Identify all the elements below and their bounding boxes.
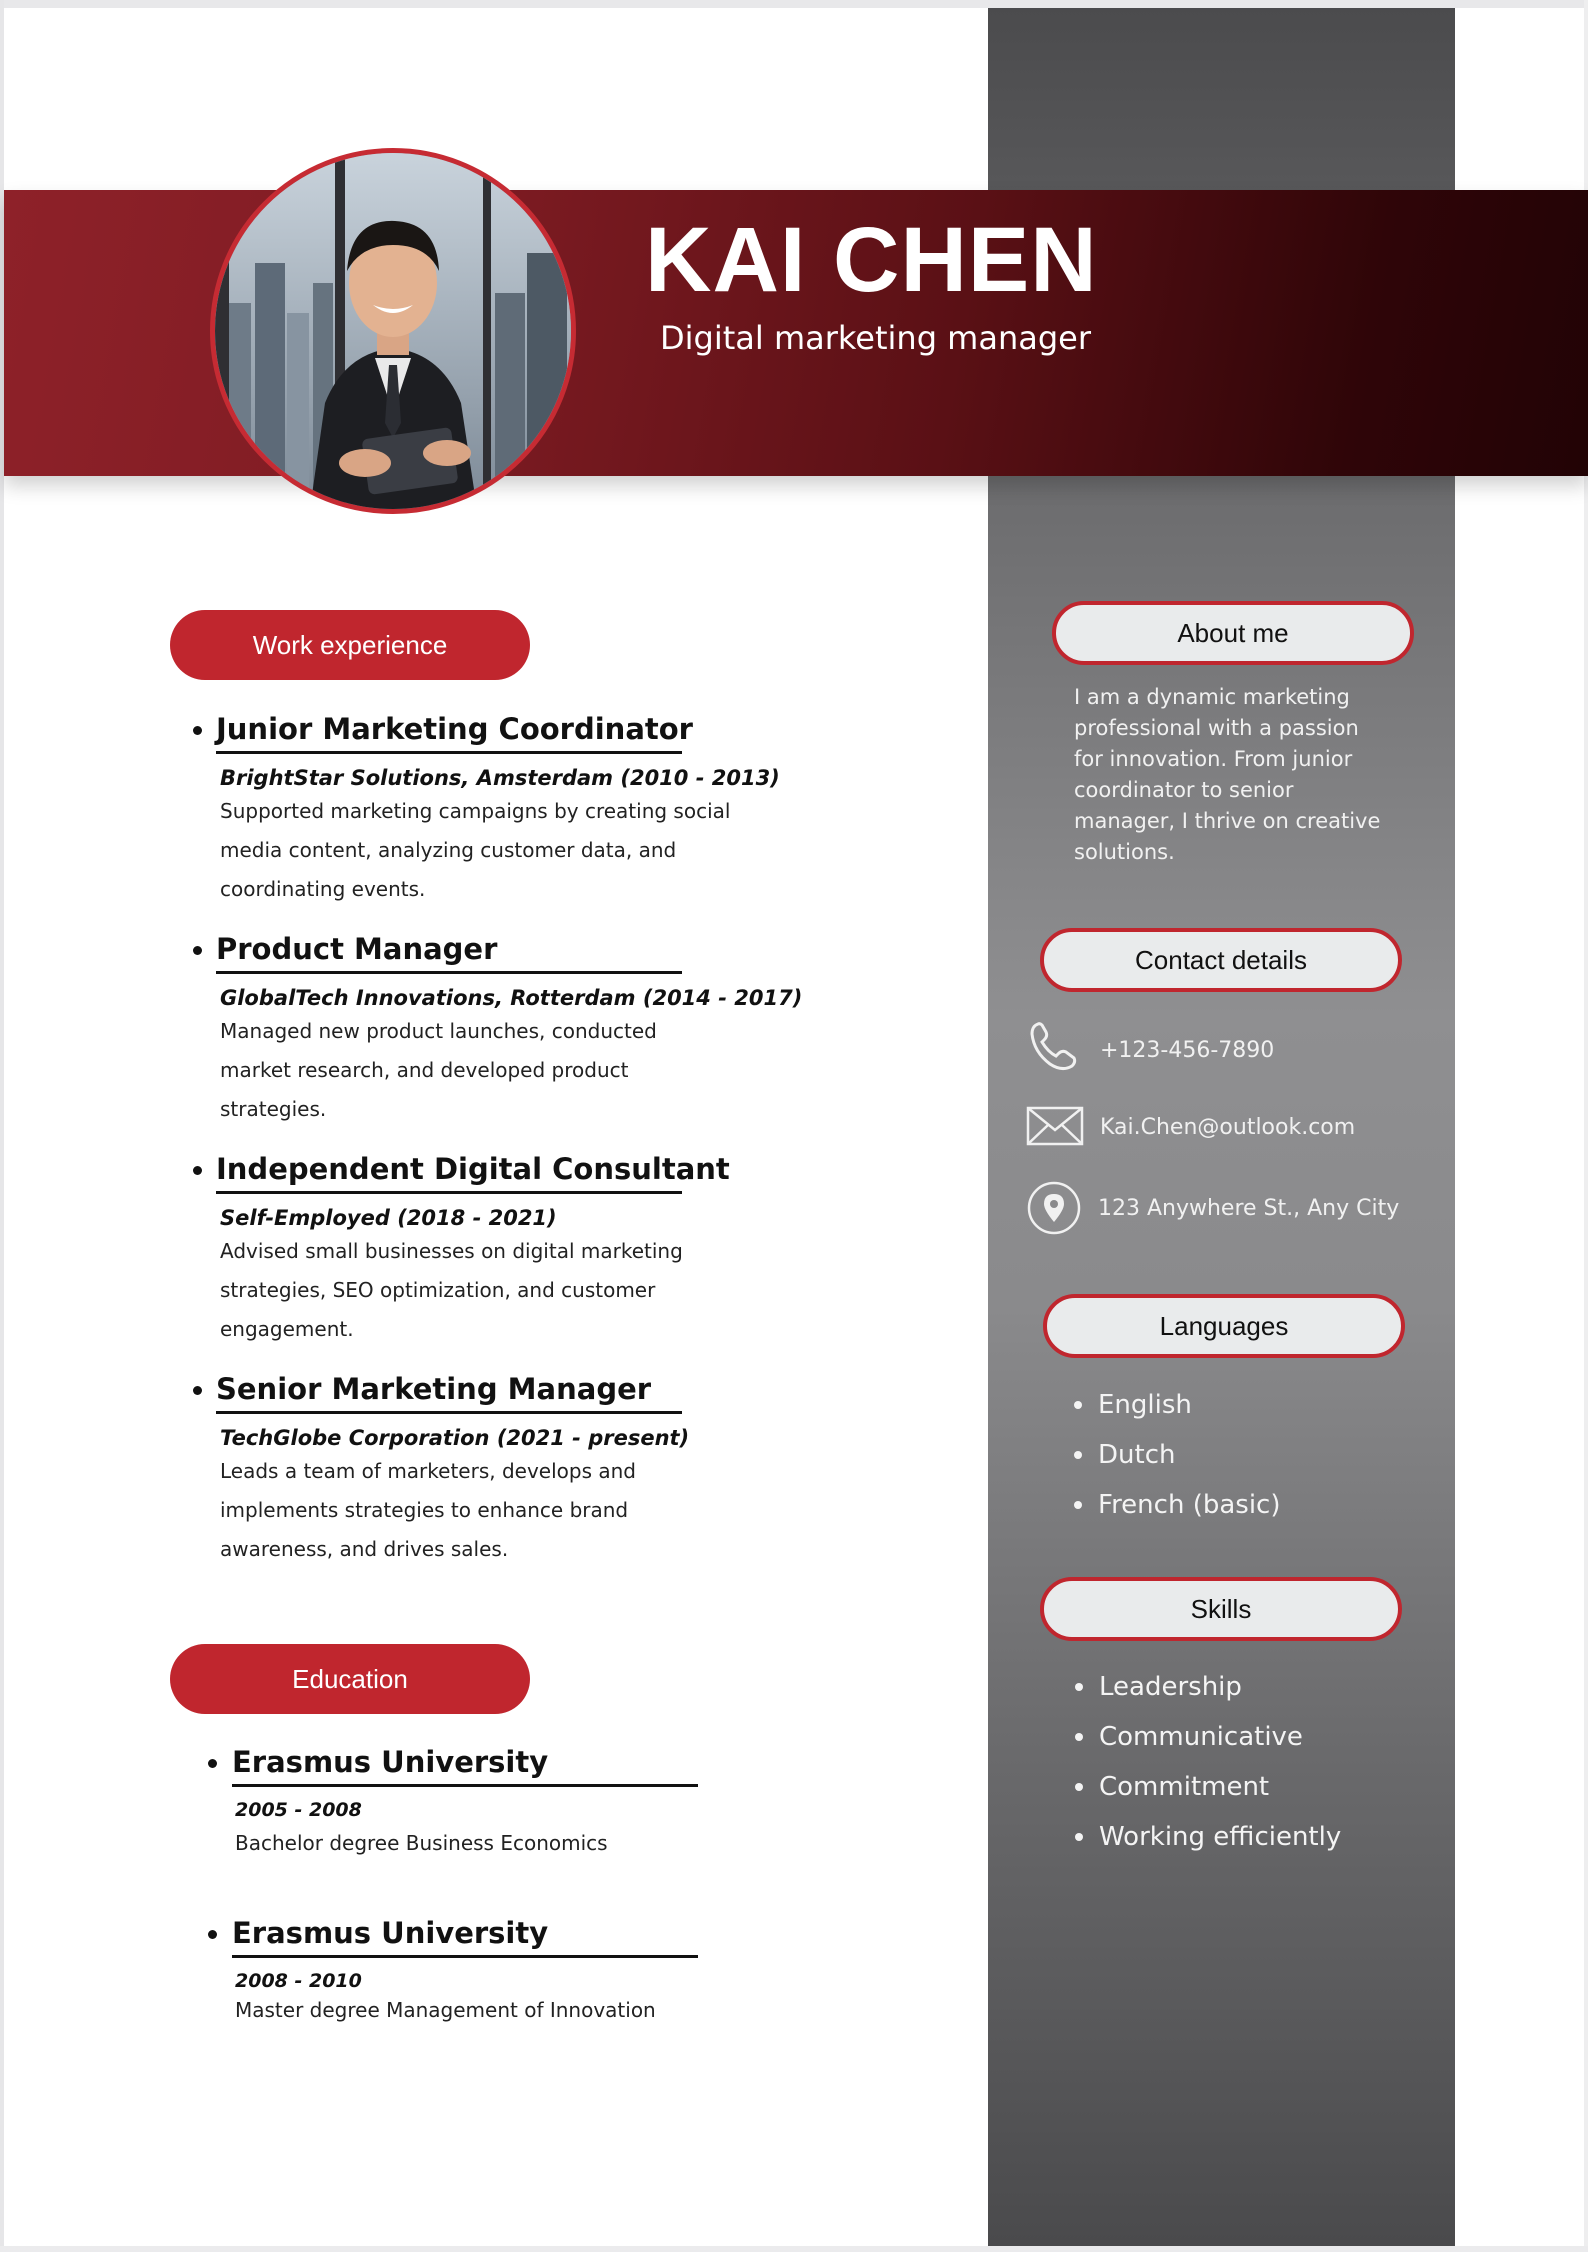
profile-photo — [210, 148, 576, 514]
language-bullet — [1074, 1401, 1082, 1409]
about-line: coordinator to senior — [1074, 778, 1294, 802]
contact-phone: +123-456-7890 — [1100, 1038, 1275, 1063]
education-years: 2005 - 2008 — [235, 1799, 362, 1821]
skill-item: Communicative — [1099, 1722, 1303, 1752]
skill-item: Commitment — [1099, 1772, 1270, 1802]
candidate-name: KAI CHEN — [645, 209, 1098, 311]
skill-item: Leadership — [1099, 1672, 1242, 1702]
education-underline — [232, 1955, 698, 1958]
education-underline — [232, 1784, 698, 1787]
job-description-line: strategies. — [220, 1097, 327, 1121]
mail-icon — [1026, 1106, 1084, 1146]
job-description-line: awareness, and drives sales. — [220, 1537, 509, 1561]
language-item: Dutch — [1098, 1440, 1176, 1470]
job-description-line: implements strategies to enhance brand — [220, 1498, 629, 1522]
language-bullet — [1074, 1501, 1082, 1509]
about-heading: About me — [1052, 601, 1414, 665]
profile-photo-illustration — [215, 153, 571, 509]
languages-heading: Languages — [1043, 1294, 1405, 1358]
job-description-line: Leads a team of marketers, develops and — [220, 1459, 636, 1483]
job-description-line: strategies, SEO optimization, and customer — [220, 1278, 656, 1302]
about-line: for innovation. From junior — [1074, 747, 1353, 771]
job-company: BrightStar Solutions, Amsterdam (2010 - 2013) — [220, 766, 780, 790]
education-school: Erasmus University — [232, 1745, 549, 1779]
about-line: solutions. — [1074, 840, 1175, 864]
job-company: TechGlobe Corporation (2021 - present) — [220, 1426, 690, 1450]
about-text — [1074, 682, 1414, 868]
education-degree: Master degree Management of Innovation — [235, 1998, 656, 2022]
education-school: Erasmus University — [232, 1916, 549, 1950]
page-border-bottom — [0, 2246, 1588, 2252]
candidate-role: Digital marketing manager — [660, 319, 1091, 357]
language-item: English — [1098, 1390, 1192, 1420]
job-description-line: Advised small businesses on digital marketing — [220, 1239, 683, 1263]
job-bullet — [193, 1386, 202, 1395]
job-title: Product Manager — [216, 932, 498, 966]
job-title: Independent Digital Consultant — [216, 1152, 730, 1186]
work-experience-heading: Work experience — [170, 610, 530, 680]
job-description — [220, 1452, 780, 1569]
skill-bullet — [1075, 1733, 1083, 1741]
education-heading: Education — [170, 1644, 530, 1714]
skill-bullet — [1075, 1783, 1083, 1791]
job-description-line: media content, analyzing customer data, and — [220, 838, 677, 862]
skill-bullet — [1075, 1833, 1083, 1841]
job-description — [220, 1232, 780, 1349]
job-description-line: market research, and developed product — [220, 1058, 629, 1082]
job-description-line: Managed new product launches, conducted — [220, 1019, 657, 1043]
job-description — [220, 792, 780, 909]
job-title: Junior Marketing Coordinator — [216, 712, 693, 746]
job-bullet — [193, 1166, 202, 1175]
job-title: Senior Marketing Manager — [216, 1372, 652, 1406]
education-bullet — [208, 1759, 217, 1768]
skill-item: Working efficiently — [1099, 1822, 1342, 1852]
about-line: I am a dynamic marketing — [1074, 685, 1350, 709]
language-item: French (basic) — [1098, 1490, 1281, 1520]
job-company: GlobalTech Innovations, Rotterdam (2014 - 2017) — [220, 986, 803, 1010]
job-description-line: engagement. — [220, 1317, 354, 1341]
job-underline — [216, 751, 682, 754]
about-line: professional with a passion — [1074, 716, 1359, 740]
page-border-top — [0, 0, 1588, 8]
job-company: Self-Employed (2018 - 2021) — [220, 1206, 557, 1230]
skill-bullet — [1075, 1683, 1083, 1691]
job-underline — [216, 1411, 682, 1414]
job-underline — [216, 1191, 682, 1194]
job-underline — [216, 971, 682, 974]
job-description-line: Supported marketing campaigns by creating social — [220, 799, 731, 823]
job-description — [220, 1012, 780, 1129]
about-line: manager, I thrive on creative — [1074, 809, 1381, 833]
phone-icon — [1028, 1020, 1080, 1072]
education-bullet — [208, 1930, 217, 1939]
contact-email: Kai.Chen@outlook.com — [1100, 1115, 1356, 1140]
contact-heading: Contact details — [1040, 928, 1402, 992]
location-pin-icon — [1026, 1180, 1082, 1236]
skills-heading: Skills — [1040, 1577, 1402, 1641]
education-degree: Bachelor degree Business Economics — [235, 1831, 608, 1855]
job-bullet — [193, 726, 202, 735]
language-bullet — [1074, 1451, 1082, 1459]
contact-address: 123 Anywhere St., Any City — [1098, 1196, 1400, 1221]
education-years: 2008 - 2010 — [235, 1970, 362, 1992]
job-description-line: coordinating events. — [220, 877, 426, 901]
job-bullet — [193, 946, 202, 955]
